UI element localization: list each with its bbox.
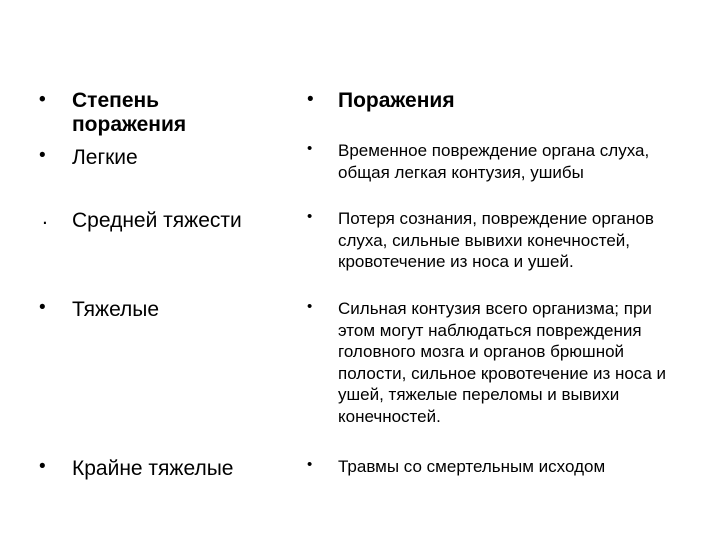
severity-item-heavy bbox=[39, 297, 279, 323]
injury-description: Сильная контузия всего организма; при этом могут наблюдаться повреждения головного мозга и органов брюшной полости, сильное кровотечение из носа и ушей, тяжелые переломы и вывихи конечностей. bbox=[338, 299, 667, 426]
severity-label: Крайне тяжелые bbox=[72, 457, 234, 480]
bullet: • bbox=[39, 297, 46, 318]
bullet: . bbox=[42, 206, 48, 229]
severity-item-extreme bbox=[39, 456, 299, 482]
bullet: • bbox=[307, 140, 313, 157]
bullet: • bbox=[39, 89, 46, 110]
injury-item-medium bbox=[307, 208, 679, 273]
severity-label: Тяжелые bbox=[72, 298, 160, 321]
injury-item-extreme bbox=[307, 456, 687, 478]
severity-label: Средней тяжести bbox=[72, 209, 242, 232]
bullet: • bbox=[39, 456, 46, 477]
injury-item-heavy bbox=[307, 298, 679, 427]
severity-heading bbox=[39, 89, 279, 137]
injury-description: Временное повреждение органа слуха, общая легкая контузия, ушибы bbox=[338, 141, 650, 182]
injury-description: Травмы со смертельным исходом bbox=[338, 457, 606, 476]
bullet: • bbox=[307, 89, 314, 110]
injuries-heading-text: Поражения bbox=[338, 89, 455, 112]
bullet: • bbox=[39, 145, 46, 166]
bullet: • bbox=[307, 298, 313, 315]
severity-heading-text: Степень поражения bbox=[72, 89, 187, 136]
injury-description: Потеря сознания, повреждение органов слуха, сильные вывихи конечностей, кровотечение из носа и ушей. bbox=[338, 209, 654, 271]
bullet: • bbox=[307, 456, 313, 473]
severity-label: Легкие bbox=[72, 146, 138, 169]
injury-item-light bbox=[307, 140, 679, 183]
injuries-heading bbox=[307, 89, 687, 113]
bullet: • bbox=[307, 208, 313, 225]
severity-item-medium bbox=[39, 208, 279, 234]
severity-item-light bbox=[39, 145, 279, 171]
